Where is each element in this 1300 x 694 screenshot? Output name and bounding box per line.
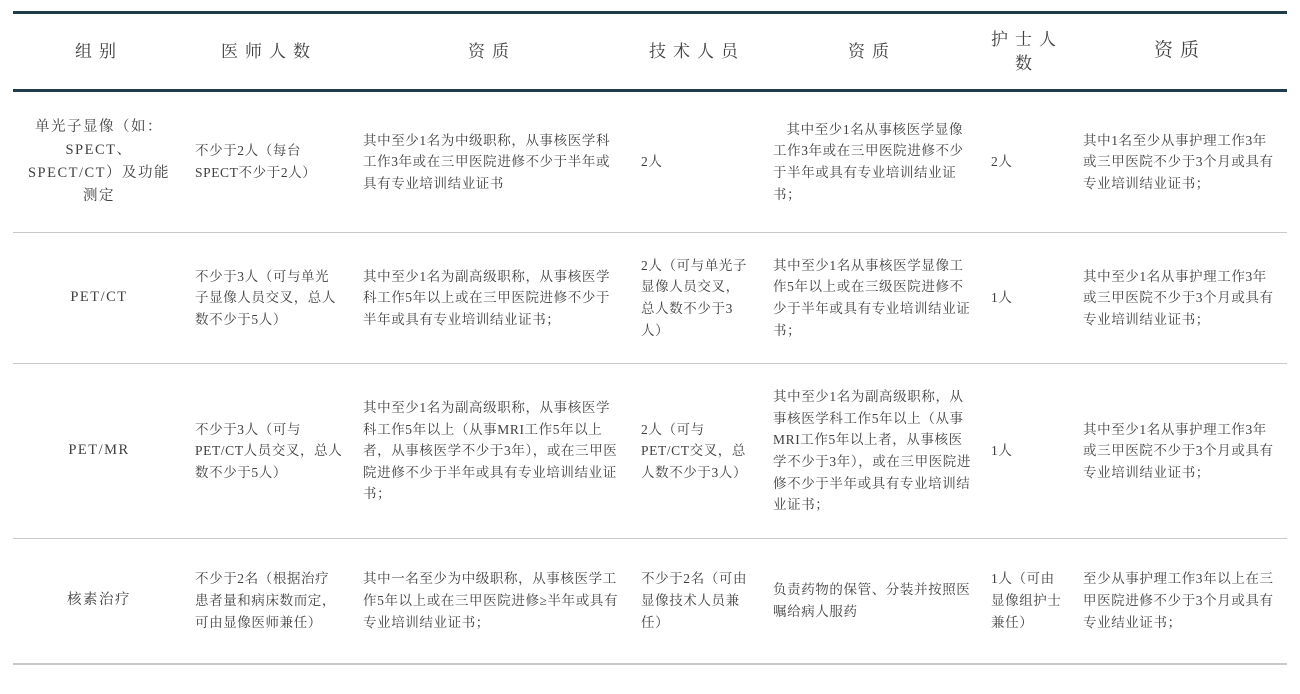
header-technician-qualification: 资质 — [848, 41, 896, 61]
cell-nurse-qualification: 其中至少1名从事护理工作3年或三甲医院不少于3个月或具有专业培训结业证书； — [1083, 268, 1274, 327]
cell-nurse-count: 1人 — [991, 290, 1013, 306]
cell-nurse-qualification: 至少从事护理工作3年以上在三甲医院进修不少于3个月或具有专业结业证书； — [1083, 571, 1274, 630]
cell-technician-qualification: 负责药物的保管、分装并按照医嘱给病人服药 — [773, 582, 971, 619]
table-row-pet-mr — [13, 364, 1287, 539]
header-physician-count: 医师人数 — [221, 41, 317, 61]
cell-group: 核素治疗 — [67, 592, 131, 609]
cell-technician-qualification: 其中至少1名为副高级职称，从事核医学科工作5年以上（从事MRI工作5年以上者，从事核医学不少于3年），或在三甲医院进修不少于半年或具有专业培训结业证书； — [773, 389, 971, 513]
table-row-radionuclide-therapy — [13, 539, 1287, 664]
cell-technician-qualification: 其中至少1名从事核医学显像工作3年或在三甲医院进修不少于半年或具有专业培训结业证书； — [773, 121, 964, 202]
cell-technician-count: 不少于2名（可由显像技术人员兼任） — [641, 571, 748, 630]
header-group: 组别 — [75, 41, 123, 61]
table-row-pet-ct — [13, 233, 1287, 364]
cell-physician-qualification: 其中至少1名为副高级职称，从事核医学科工作5年以上或在三甲医院进修不少于半年或具有专业培训结业证书； — [363, 268, 611, 327]
cell-physician-count: 不少于3人（可与单光子显像人员交叉，总人数不少于5人） — [195, 268, 336, 327]
cell-technician-count: 2人（可与单光子显像人员交叉，总人数不少于3人） — [641, 257, 748, 338]
cell-nurse-count: 1人 — [991, 443, 1013, 459]
cell-technician-count: 2人 — [641, 154, 663, 170]
header-technician-count: 技术人员 — [649, 41, 745, 61]
cell-group: PET/MR — [68, 442, 130, 459]
header-nurse-qualification: 资质 — [1153, 40, 1206, 62]
cell-group: PET/CT — [70, 289, 128, 306]
staffing-table — [13, 11, 1287, 665]
cell-nurse-qualification: 其中1名至少从事护理工作3年或三甲医院不少于3个月或具有专业培训结业证书； — [1083, 132, 1274, 191]
cell-physician-count: 不少于3人（可与PET/CT人员交叉，总人数不少于5人） — [195, 421, 343, 480]
table-row-spect — [13, 91, 1287, 233]
cell-physician-qualification: 其中至少1名为副高级职称，从事核医学科工作5年以上（从事MRI工作5年以上者，从事核医学不少于3年），或在三甲医院进修不少于半年或具有专业培训结业证书； — [363, 400, 618, 502]
cell-nurse-count: 1人（可由显像组护士兼任） — [991, 571, 1062, 630]
cell-physician-qualification: 其中一名至少为中级职称，从事核医学工作5年以上或在三甲医院进修≥半年或具有专业培训结业证书； — [363, 571, 619, 630]
cell-technician-count: 2人（可与PET/CT交叉，总人数不少于3人） — [641, 421, 748, 480]
header-row — [13, 13, 1287, 91]
cell-physician-count: 不少于2名（根据治疗患者量和病床数而定，可由显像医师兼任） — [195, 571, 336, 630]
cell-nurse-count: 2人 — [991, 154, 1013, 170]
cell-technician-qualification: 其中至少1名从事核医学显像工作5年以上或在三级医院进修不少于半年或具有专业培训结业证书； — [773, 257, 971, 338]
header-nurse-count: 护士人数 — [991, 29, 1063, 73]
header-physician-qualification: 资质 — [468, 41, 516, 61]
document-sheet — [13, 11, 1287, 665]
cell-physician-qualification: 其中至少1名为中级职称，从事核医学科工作3年或在三甲医院进修不少于半年或具有专业培训结业证书 — [363, 132, 611, 191]
cell-physician-count: 不少于2人（每台SPECT不少于2人） — [195, 143, 317, 180]
cell-nurse-qualification: 其中至少1名从事护理工作3年或三甲医院不少于3个月或具有专业培训结业证书； — [1083, 421, 1274, 480]
cell-group: 单光子显像（如：SPECT、SPECT/CT）及功能测定 — [27, 118, 171, 205]
